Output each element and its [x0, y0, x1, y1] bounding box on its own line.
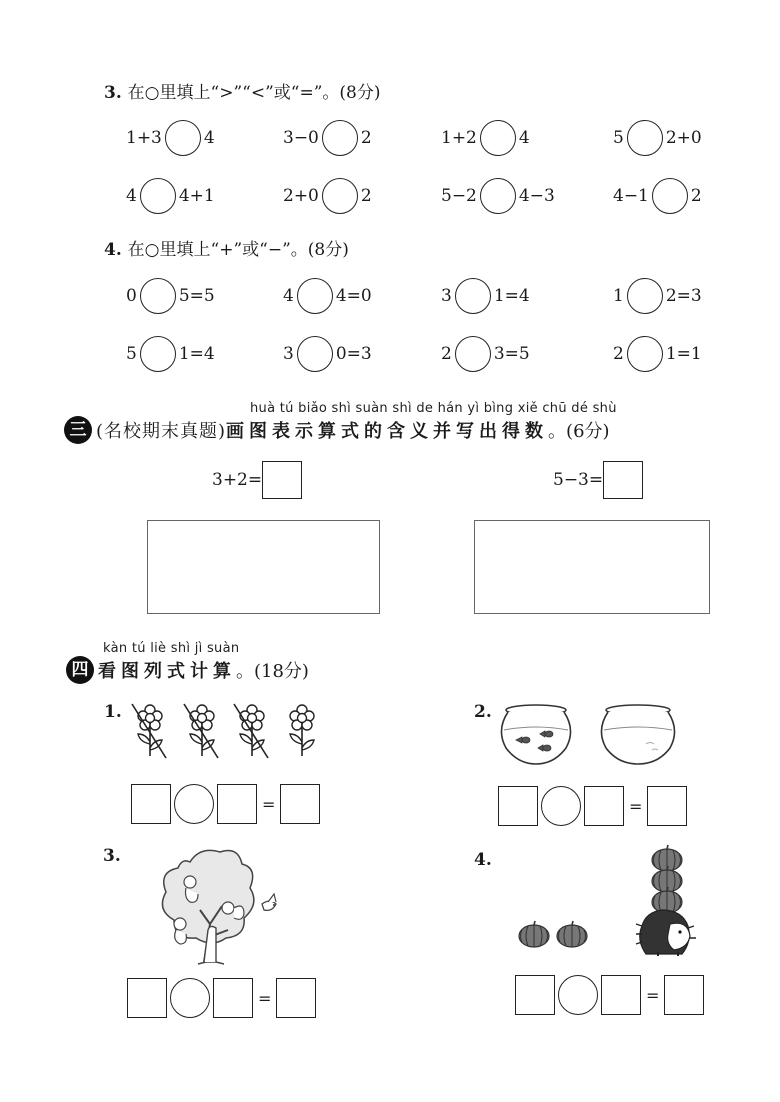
left-operand: 1 [613, 286, 624, 306]
fishbowls-illustration [496, 700, 682, 766]
section3-suffix: 。 [548, 421, 567, 442]
q3-exercise [126, 175, 215, 217]
drawing-box-1[interactable] [147, 520, 380, 614]
left-operand: 0 [126, 286, 137, 306]
q3-exercise [441, 117, 530, 159]
answer-box[interactable] [262, 461, 302, 499]
q4-exercise [613, 275, 702, 317]
problem-4-number: 4. [474, 850, 492, 870]
section4-badge: 四 [66, 656, 94, 684]
flower-icon [290, 705, 314, 756]
q3-exercise [283, 175, 372, 217]
answer-circle[interactable] [140, 178, 176, 214]
left-operand: 1+3 [126, 128, 162, 148]
equals-sign: = [629, 796, 643, 816]
q3-score: (8分) [339, 83, 381, 103]
result-box[interactable] [276, 978, 316, 1018]
problem-2-number: 2. [474, 702, 492, 722]
left-operand: 2 [613, 344, 624, 364]
q3-number: 3. [104, 83, 122, 103]
right-operand: 1=1 [665, 344, 702, 364]
section4-pinyin: kàn tú liè shì jì suàn [103, 641, 240, 656]
answer-box[interactable] [498, 786, 538, 826]
hedgehog-pumpkins-illustration [512, 844, 696, 956]
q4-title [104, 235, 349, 260]
section3-title: 画图表示算式的含义并写出得数 [226, 421, 549, 442]
flower-icon [190, 705, 214, 756]
q4-score: (8分) [307, 240, 349, 260]
flowers-illustration [128, 700, 328, 760]
right-operand: 4−3 [518, 186, 555, 206]
result-box[interactable] [664, 975, 704, 1015]
answer-circle[interactable] [480, 178, 516, 214]
right-operand: 5=5 [178, 286, 215, 306]
answer-circle[interactable] [297, 278, 333, 314]
answer-circle[interactable] [297, 336, 333, 372]
empty-fishbowl-icon [601, 705, 674, 764]
q4-exercise [613, 333, 702, 375]
problem-2-equation [498, 786, 687, 826]
left-operand: 4 [126, 186, 137, 206]
section4-title: 看图列式计算 [98, 661, 236, 682]
equals-sign: = [258, 988, 272, 1008]
section3-expr1: 3+2= [212, 470, 263, 490]
pumpkin-icon [519, 921, 549, 947]
q4-exercise [283, 275, 372, 317]
equals-sign: = [262, 794, 276, 814]
answer-circle[interactable] [322, 120, 358, 156]
answer-box[interactable] [603, 461, 643, 499]
right-operand: 2 [360, 128, 372, 148]
left-operand: 5 [126, 344, 137, 364]
q4-exercise [126, 275, 215, 317]
problem-3-equation [127, 978, 316, 1018]
answer-circle[interactable] [627, 278, 663, 314]
q3-exercise [441, 175, 555, 217]
answer-box[interactable] [217, 784, 257, 824]
q4-exercise [283, 333, 372, 375]
answer-box[interactable] [131, 784, 171, 824]
answer-box[interactable] [601, 975, 641, 1015]
q3-exercise [126, 117, 215, 159]
section4-suffix: 。 [236, 661, 254, 682]
bird-icon [262, 894, 276, 910]
section3-badge: 三 [64, 416, 92, 444]
problem-4-equation [515, 975, 704, 1015]
answer-circle[interactable] [627, 336, 663, 372]
section3-expr1-row [212, 461, 302, 499]
right-operand: 3=5 [493, 344, 530, 364]
q4-exercise [441, 275, 530, 317]
tree-animals-illustration [150, 844, 290, 966]
section3-pinyin: huà tú biǎo shì suàn shì de hán yì bìng xiě chū dé shù [250, 401, 617, 416]
operator-circle[interactable] [558, 975, 598, 1015]
section4-score: (18分) [254, 661, 309, 682]
answer-circle[interactable] [480, 120, 516, 156]
section3-tag: (名校期末真题) [96, 421, 227, 442]
result-box[interactable] [280, 784, 320, 824]
hedgehog-icon [636, 910, 696, 956]
left-operand: 3 [441, 286, 452, 306]
section3-score: (6分) [566, 421, 610, 442]
pumpkin-icon [652, 887, 682, 913]
right-operand: 4 [518, 128, 530, 148]
answer-box[interactable] [213, 978, 253, 1018]
right-operand: 2=3 [665, 286, 702, 306]
section3-expr2-row [553, 461, 643, 499]
right-operand: 0=3 [335, 344, 372, 364]
equals-sign: = [646, 985, 660, 1005]
answer-circle[interactable] [627, 120, 663, 156]
answer-circle[interactable] [322, 178, 358, 214]
q3-title [104, 78, 380, 103]
operator-circle[interactable] [174, 784, 214, 824]
fishbowl-with-fish-icon [501, 705, 570, 764]
left-operand: 3−0 [283, 128, 319, 148]
flower-icon [240, 705, 264, 756]
left-operand: 4−1 [613, 186, 649, 206]
flower-icon [138, 705, 162, 756]
q4-exercise [126, 333, 215, 375]
q3-exercise [613, 175, 702, 217]
pumpkin-icon [557, 921, 587, 947]
q3-exercise [613, 117, 702, 159]
section3-expr2: 5−3= [553, 470, 604, 490]
right-operand: 2 [360, 186, 372, 206]
answer-circle[interactable] [455, 336, 491, 372]
left-operand: 5−2 [441, 186, 477, 206]
problem-1-number: 1. [104, 702, 122, 722]
q4-number: 4. [104, 240, 122, 260]
result-box[interactable] [647, 786, 687, 826]
left-operand: 3 [283, 344, 294, 364]
right-operand: 1=4 [493, 286, 530, 306]
right-operand: 4 [203, 128, 215, 148]
answer-circle[interactable] [652, 178, 688, 214]
right-operand: 4+1 [178, 186, 215, 206]
section3-header [64, 416, 610, 444]
answer-circle[interactable] [140, 336, 176, 372]
right-operand: 1=4 [178, 344, 215, 364]
left-operand: 1+2 [441, 128, 477, 148]
problem-1-equation [131, 784, 320, 824]
left-operand: 2+0 [283, 186, 319, 206]
right-operand: 4=0 [335, 286, 372, 306]
problem-3-number: 3. [103, 846, 121, 866]
answer-box[interactable] [515, 975, 555, 1015]
q4-exercise [441, 333, 530, 375]
answer-box[interactable] [127, 978, 167, 1018]
q3-exercise [283, 117, 372, 159]
answer-circle[interactable] [140, 278, 176, 314]
answer-circle[interactable] [165, 120, 201, 156]
section4-header [66, 656, 309, 684]
right-operand: 2+0 [665, 128, 702, 148]
operator-circle[interactable] [170, 978, 210, 1018]
left-operand: 4 [283, 286, 294, 306]
right-operand: 2 [690, 186, 702, 206]
q4-instruction: 在○里填上“+”或“−”。 [127, 240, 308, 260]
left-operand: 2 [441, 344, 452, 364]
answer-circle[interactable] [455, 278, 491, 314]
left-operand: 5 [613, 128, 624, 148]
q3-instruction: 在○里填上“>”“<”或“=”。 [127, 83, 340, 103]
answer-box[interactable] [584, 786, 624, 826]
operator-circle[interactable] [541, 786, 581, 826]
drawing-box-2[interactable] [474, 520, 710, 614]
